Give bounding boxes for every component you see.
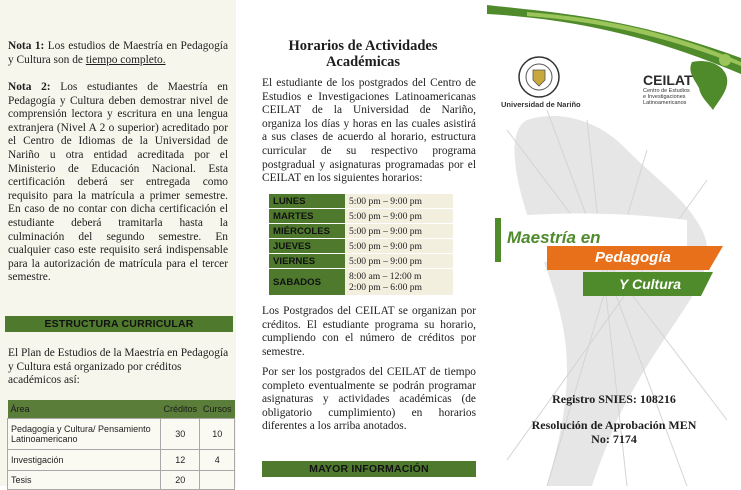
ceilat-subtitle bbox=[643, 88, 690, 106]
note-1 bbox=[8, 40, 228, 67]
curriculum-table bbox=[7, 400, 235, 490]
schedule-row bbox=[269, 269, 453, 295]
schedule-title-line2: Académicas bbox=[325, 54, 401, 70]
ceilat-sub-line2: e Investigaciones bbox=[643, 94, 686, 100]
credits-paragraph: Los Postgrados del CEILAT se organizan por créditos. El estudiante programa su horario, cumpliendo con el número de créditos por semestre. bbox=[262, 305, 476, 358]
table-header-row bbox=[8, 400, 235, 419]
cell-cursos bbox=[200, 471, 235, 490]
note-2-label: Nota 2: bbox=[8, 81, 51, 93]
schedule-title bbox=[244, 38, 482, 70]
curriculum-intro: El Plan de Estudios de la Maestría en Pedagogía y Cultura está organizado por créditos académicos así: bbox=[8, 347, 229, 387]
header-cursos: Cursos bbox=[200, 400, 235, 419]
time-value: 5:00 pm – 9:00 pm bbox=[345, 194, 453, 208]
schedule-row bbox=[269, 254, 453, 268]
note-1-emphasis: tiempo completo. bbox=[85, 53, 166, 66]
day-label: MIÉRCOLES bbox=[269, 224, 345, 238]
day-label: VIERNES bbox=[269, 254, 345, 268]
note-1-text: Los estudios de Maestría en Pedagogía y Cultura son de bbox=[8, 40, 228, 66]
cover-panel bbox=[487, 0, 741, 486]
day-label: MARTES bbox=[269, 209, 345, 223]
table-row bbox=[8, 419, 235, 450]
cell-creditos: 30 bbox=[160, 419, 200, 450]
schedule-row bbox=[269, 239, 453, 253]
schedule-row bbox=[269, 194, 453, 208]
left-panel bbox=[0, 0, 236, 486]
header-creditos: Créditos bbox=[160, 400, 200, 419]
day-label: LUNES bbox=[269, 194, 345, 208]
ceilat-sub-line1: Centro de Estudios bbox=[643, 88, 690, 94]
cell-cursos: 4 bbox=[200, 450, 235, 471]
ceilat-logo-text: CEILAT bbox=[643, 72, 693, 88]
header-area: Área bbox=[8, 400, 161, 419]
resolucion-line2: No: 7174 bbox=[591, 432, 637, 446]
cell-creditos: 20 bbox=[160, 471, 200, 490]
time-value: 5:00 pm – 9:00 pm bbox=[345, 254, 453, 268]
time-value: 5:00 pm – 9:00 pm bbox=[345, 224, 453, 238]
schedule-table bbox=[269, 193, 453, 296]
program-title-line2: Pedagogía bbox=[595, 249, 671, 266]
section-header-mayor-informacion: MAYOR INFORMACIÓN bbox=[262, 461, 476, 477]
registro-snies: Registro SNIES: 108216 bbox=[552, 392, 676, 406]
note-2-text: Los estudiantes de Maestría en Pedagogía y Cultura deben demostrar nivel de comprensión lectora y escritura en una lengua extranjera (Nivel A 2 o superior) acreditado por el Centro de Idiomas de la Universidad de Nariño u otra entidad acreditada por el Ministerio de Educación Nacional. Esta certificación deberá ser entregada como requisito para la matrícula a primer semestre. En caso de no contar con dicha certificación el estudiante deberá tramitarla hasta la culminación del segundo semestre. En cualquier caso este requisito será indispensable para la autorización de matrícula para el tercer semestre. bbox=[8, 81, 228, 284]
day-label: JUEVES bbox=[269, 239, 345, 253]
table-row bbox=[8, 471, 235, 490]
schedule-row bbox=[269, 209, 453, 223]
fulltime-paragraph: Por ser los postgrados del CEILAT de tiempo completo eventualmente se podrán programar asignaturas y actividades académicas (de obligatorio cumplimiento) en horarios diferentes a los arriba anotados. bbox=[262, 366, 476, 433]
cell-area: Investigación bbox=[8, 450, 161, 471]
table-row bbox=[8, 450, 235, 471]
schedule-title-line1: Horarios de Actividades bbox=[288, 38, 438, 54]
program-title-line1: Maestría en bbox=[507, 228, 601, 247]
note-2 bbox=[8, 81, 228, 285]
program-title-line3: Y Cultura bbox=[619, 276, 681, 292]
schedule-row bbox=[269, 224, 453, 238]
cell-area: Pedagogía y Cultura/ Pensamiento Latinoamericano bbox=[8, 419, 161, 450]
schedule-intro: El estudiante de los postgrados del Centro de Estudios e Investigaciones Latinoamericanas CEILAT de la Universidad de Nariño, organiza los días y horas en las cuales asistirá a sus clases de acuerdo al horario, estructura curricular de su respectivo programa postgradual y asignaturas programadas por el CEILAT en los siguientes horarios: bbox=[262, 77, 476, 185]
cell-creditos: 12 bbox=[160, 450, 200, 471]
note-1-label: Nota 1: bbox=[8, 40, 45, 52]
ceilat-sub-line3: Latinoamericanos bbox=[643, 100, 687, 106]
cell-cursos: 10 bbox=[200, 419, 235, 450]
cell-area: Tesis bbox=[8, 471, 161, 490]
resolucion-line1: Resolución de Aprobación MEN bbox=[531, 418, 697, 432]
university-name: Universidad de Nariño bbox=[501, 100, 581, 109]
time-value-afternoon: 2:00 pm – 6:00 pm bbox=[349, 282, 423, 293]
middle-panel bbox=[244, 0, 482, 486]
time-value: 5:00 pm – 9:00 pm bbox=[345, 209, 453, 223]
time-value-morning: 8:00 am – 12:00 m bbox=[349, 271, 422, 282]
time-value bbox=[345, 269, 453, 295]
day-label: SABADOS bbox=[269, 269, 345, 295]
section-header-estructura: ESTRUCTURA CURRICULAR bbox=[5, 316, 233, 332]
ceilat-map-icon bbox=[690, 61, 727, 110]
time-value: 5:00 pm – 9:00 pm bbox=[345, 239, 453, 253]
